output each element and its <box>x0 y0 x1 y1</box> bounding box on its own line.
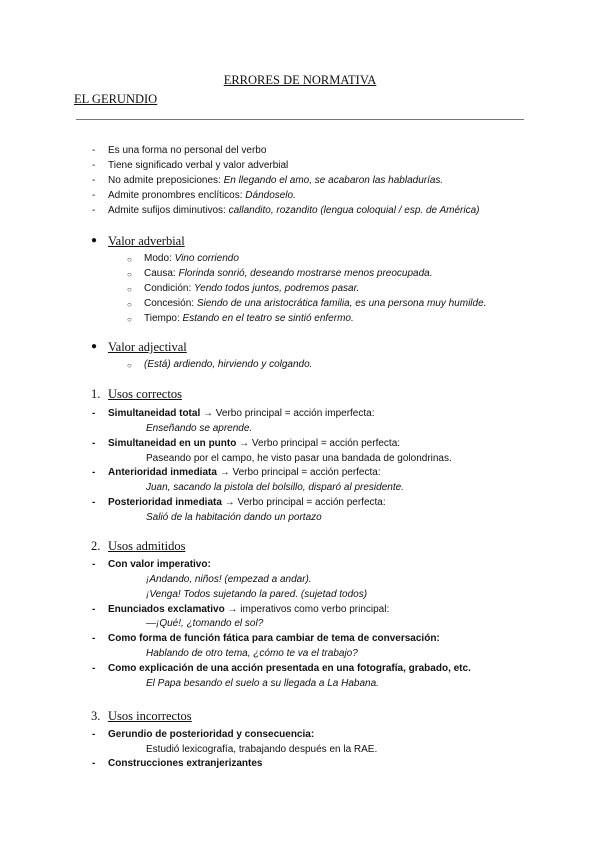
dash-marker: - <box>92 438 96 449</box>
dash-marker: - <box>92 205 96 216</box>
circle-marker: ○ <box>127 285 132 294</box>
section-number: 2. <box>91 539 101 553</box>
arrow-icon: → <box>239 438 250 449</box>
dash-marker: - <box>92 729 96 740</box>
document-page: ERRORES DE NORMATIVA EL GERUNDIO - Es una forma no personal del verbo - Tiene significado verbal y valor adverbial - No admite preposiciones: En llegando el amo, se acabaron las habladurías. - Admite pronombres enclíticos: Dándoselo. - Admite sufijos diminutivos: callandito, rozandito (lengua coloquial / esp. de América) ● Valor adverbial ○ Modo: Vino corriendo ○ Causa: Florinda sonrió, deseando mostrarse menos preocupada. ○ Condición: Yendo todos juntos, podremos pasar. ○ Concesión: Siendo de una aristocrática familia, es una persona muy humilde. ○ Tiempo: Estando en el teatro se sintió enfermo. ● Valor adjectival ○ (Está) ardiendo, hirviendo y colgando. 1. Usos correctos - Simultaneidad total → Verbo principal = acción imperfecta: Enseñando se aprende. - Simultaneidad en un punto → Verbo principal = acción perfecta: Paseando por el campo, he visto pasar una bandada de golondrinas. - Anterioridad inmediata → Verbo principal = acción perfecta: Juan, sacando la pistola del bolsillo, disparó al presidente. - Posterioridad inmediata → Verbo principal = acción perfecta: Salió de la habitación dando un portazo 2. Usos admitidos - Con valor imperativo: ¡Andando, niños! (empezad a andar). ¡Venga! Todos sujetando la pared. (sujetad todos) - Enunciados exclamativo → imperativos como verbo principal: —¡Qué!, ¿tomando el sol? - Como forma de función fática para cambiar de tema de conversación: Hablando de otro tema, ¿cómo te va el trabajo? - Como explicación de una acción presentada en una fotografía, grabado, etc. El Papa besando el suelo a su llegada a La Habana. 3. Usos incorrectos - Gerundio de posterioridad y consecuencia: Estudió lexicografía, trabajando después en la RAE. - Construcciones extranjerizantes <box>0 0 600 848</box>
arrow-icon: → <box>227 604 238 615</box>
dash-marker: - <box>92 663 96 674</box>
horizontal-divider <box>76 119 524 120</box>
dash-marker: - <box>92 758 96 769</box>
page-title: ERRORES DE NORMATIVA <box>223 73 377 87</box>
dash-marker: - <box>92 604 96 615</box>
dash-marker: - <box>92 160 96 171</box>
bullet-marker: ● <box>91 235 98 246</box>
section-number: 3. <box>91 709 101 723</box>
section-heading: Usos correctos <box>108 387 182 401</box>
circle-marker: ○ <box>127 315 132 324</box>
section-heading: Valor adverbial <box>108 234 185 248</box>
arrow-icon: → <box>219 467 230 478</box>
section-subtitle: EL GERUNDIO <box>74 92 158 106</box>
section-heading: Valor adjectival <box>108 340 187 354</box>
dash-marker: - <box>92 145 96 156</box>
circle-marker: ○ <box>127 270 132 279</box>
dash-marker: - <box>92 408 96 419</box>
circle-marker: ○ <box>127 361 132 370</box>
bullet-marker: ● <box>91 341 98 352</box>
dash-marker: - <box>92 559 96 570</box>
circle-marker: ○ <box>127 255 132 264</box>
dash-marker: - <box>92 633 96 644</box>
dash-marker: - <box>92 467 96 478</box>
circle-marker: ○ <box>127 300 132 309</box>
arrow-icon: → <box>224 497 235 508</box>
section-heading: Usos incorrectos <box>108 709 192 723</box>
section-heading: Usos admitidos <box>108 539 186 553</box>
dash-marker: - <box>92 175 96 186</box>
dash-marker: - <box>92 190 96 201</box>
section-number: 1. <box>91 387 101 401</box>
dash-marker: - <box>92 497 96 508</box>
arrow-icon: → <box>203 408 214 419</box>
